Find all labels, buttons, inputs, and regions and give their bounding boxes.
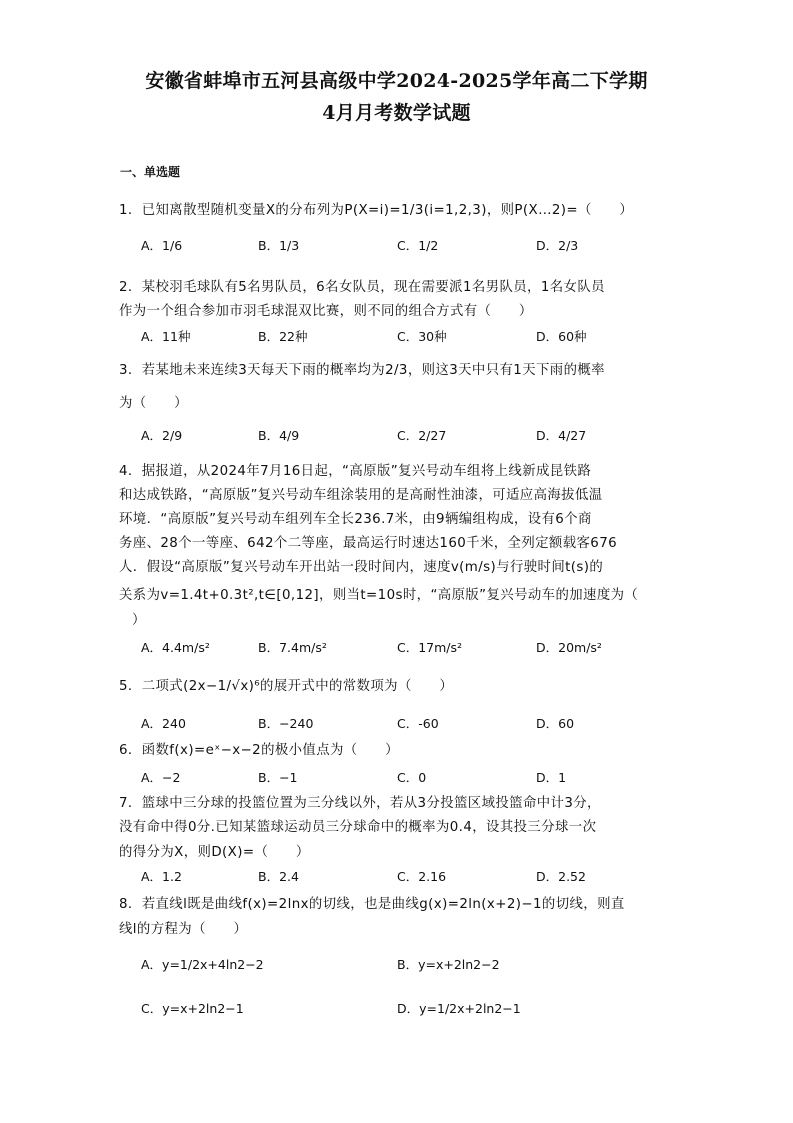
question-6: 6．函数f(x)=eˣ−x−2的极小值点为（ ） — [119, 743, 399, 758]
q6-option-c[interactable]: C．0 — [397, 770, 427, 785]
q5-option-c[interactable]: C．-60 — [397, 716, 439, 731]
exam-title-line-1: 安徽省蚌埠市五河县高级中学2024-2025学年高二下学期 — [145, 70, 648, 92]
q7-option-d[interactable]: D．2.52 — [536, 869, 586, 884]
q1-option-c[interactable]: C．1/2 — [397, 238, 439, 253]
question-5: 5．二项式(2x−1/√x)⁶的展开式中的常数项为（ ） — [119, 679, 454, 694]
q5-option-d[interactable]: D．60 — [536, 716, 575, 731]
q8-option-c[interactable]: C．y=x+2ln2−1 — [141, 1001, 244, 1016]
q7-option-c[interactable]: C．2.16 — [397, 869, 447, 884]
q1-option-d[interactable]: D．2/3 — [536, 238, 579, 253]
q6-option-d[interactable]: D．1 — [536, 770, 567, 785]
q4-option-c[interactable]: C．17m/s² — [397, 640, 463, 655]
q1-option-b[interactable]: B．1/3 — [258, 238, 300, 253]
q8-option-d[interactable]: D．y=1/2x+2ln2−1 — [397, 1001, 521, 1016]
q2-option-d[interactable]: D．60种 — [536, 329, 587, 344]
q3-option-b[interactable]: B．4/9 — [258, 428, 300, 443]
question-3-line-2: 为（ ） — [119, 396, 188, 411]
q4-option-a[interactable]: A．4.4m/s² — [141, 640, 210, 655]
question-1: 1．已知离散型随机变量X的分布列为P(X=i)=1/3(i=1,2,3)，则P(X…2)=（ ） — [119, 203, 634, 218]
q3-option-a[interactable]: A．2/9 — [141, 428, 183, 443]
question-3-line-1: 3．若某地未来连续3天每天下雨的概率均为2/3，则这3天中只有1天下雨的概率 — [119, 363, 605, 378]
q5-option-a[interactable]: A．240 — [141, 716, 186, 731]
question-2-line-2: 作为一个组合参加市羽毛球混双比赛，则不同的组合方式有（ ） — [119, 304, 533, 319]
question-4-line-7: ） — [132, 613, 146, 628]
question-2-line-1: 2．某校羽毛球队有5名男队员，6名女队员，现在需要派1名男队员，1名女队员 — [119, 280, 605, 295]
q1-option-a[interactable]: A．1/6 — [141, 238, 183, 253]
q7-option-a[interactable]: A．1.2 — [141, 869, 182, 884]
q2-option-a[interactable]: A．11种 — [141, 329, 191, 344]
q8-option-a[interactable]: A．y=1/2x+4ln2−2 — [141, 957, 264, 972]
q7-option-b[interactable]: B．2.4 — [258, 869, 299, 884]
question-4-line-6: 关系为v=1.4t+0.3t²,t∈[0,12]，则当t=10s时，“高原版”复兴号动车的加速度为（ — [119, 588, 639, 603]
q3-option-d[interactable]: D．4/27 — [536, 428, 587, 443]
question-4-line-5: 人．假设“高原版”复兴号动车开出站一段时间内，速度v(m/s)与行驶时间t(s)的 — [119, 560, 604, 575]
q4-option-b[interactable]: B．7.4m/s² — [258, 640, 327, 655]
q2-option-c[interactable]: C．30种 — [397, 329, 447, 344]
q2-option-b[interactable]: B．22种 — [258, 329, 308, 344]
q8-option-b[interactable]: B．y=x+2ln2−2 — [397, 957, 500, 972]
question-4-line-4: 务座、28个一等座、642个二等座，最高运行时速达160千米，全列定额载客676 — [119, 536, 618, 551]
question-7-line-1: 7．篮球中三分球的投篮位置为三分线以外，若从3分投篮区域投篮命中计3分， — [119, 796, 601, 811]
question-4-line-3: 环境．“高原版”复兴号动车组列车全长236.7米，由9辆编组构成，设有6个商 — [119, 512, 592, 527]
question-7-line-3: 的得分为X，则D(X)=（ ） — [119, 845, 310, 860]
section-heading: 一、单选题 — [120, 165, 181, 179]
q5-option-b[interactable]: B．−240 — [258, 716, 314, 731]
question-8-line-1: 8．若直线l既是曲线f(x)=2lnx的切线，也是曲线g(x)=2ln(x+2)−1的切线，则直 — [119, 897, 625, 912]
question-7-line-2: 没有命中得0分.已知某篮球运动员三分球命中的概率为0.4，设其投三分球一次 — [119, 820, 597, 835]
q4-option-d[interactable]: D．20m/s² — [536, 640, 602, 655]
exam-title-line-2: 4月月考数学试题 — [322, 102, 471, 124]
question-4-line-1: 4．据报道，从2024年7月16日起，“高原版”复兴号动车组将上线新成昆铁路 — [119, 464, 592, 479]
q6-option-b[interactable]: B．−1 — [258, 770, 298, 785]
question-8-line-2: 线l的方程为（ ） — [119, 922, 248, 937]
question-4-line-2: 和达成铁路，“高原版”复兴号动车组涂装用的是高耐性油漆，可适应高海拔低温 — [119, 488, 603, 503]
q6-option-a[interactable]: A．−2 — [141, 770, 181, 785]
q3-option-c[interactable]: C．2/27 — [397, 428, 447, 443]
